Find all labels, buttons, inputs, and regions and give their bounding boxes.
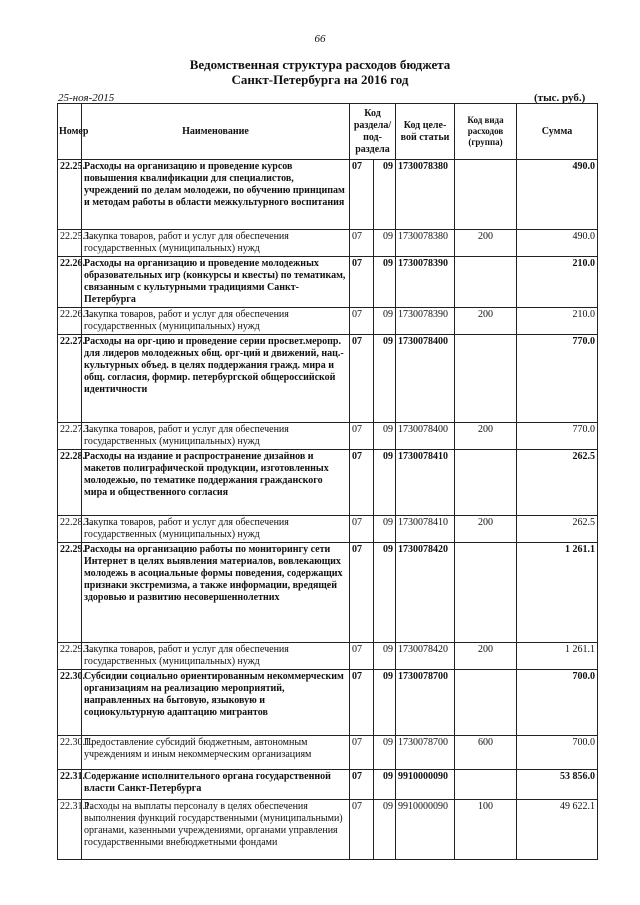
target-code: 1730078400 [396, 335, 455, 423]
document-date: 25-ноя-2015 [58, 92, 115, 104]
target-code: 1730078700 [396, 670, 455, 736]
row-sum: 262.5 [517, 516, 598, 543]
row-number: 22.27. [58, 335, 82, 423]
section-code: 07 [350, 160, 374, 230]
section-code: 07 [350, 736, 374, 770]
subsection-code: 09 [374, 516, 396, 543]
row-number: 22.25. [58, 160, 82, 230]
row-name: Расходы на организацию и проведение молодежных образовательных игр (конкурсы и квесты) по тематикам, связанным с культурными традициями Санкт-Петербурга [82, 257, 350, 308]
col-header-group: Код вида расходов (группа) [455, 104, 517, 160]
subsection-code: 09 [374, 736, 396, 770]
row-name: Предоставление субсидий бюджетным, автономным учреждениям и иным некоммерческим организациям [82, 736, 350, 770]
subsection-code: 09 [374, 230, 396, 257]
subsection-code: 09 [374, 643, 396, 670]
section-code: 07 [350, 423, 374, 450]
subsection-code: 09 [374, 670, 396, 736]
table-row [58, 543, 598, 643]
page-number: 66 [314, 33, 326, 45]
row-name: Закупка товаров, работ и услуг для обеспечения государственных (муниципальных) нужд [82, 230, 350, 257]
table-row [58, 800, 598, 860]
expense-group [455, 160, 517, 230]
row-name: Расходы на организацию работы по мониторингу сети Интернет в целях выявления материалов, вовлекающих молодежь в асоциальные формы поведения, содержащих признаки экстремизма, а также информации, вредящей здоровью и развитию несовершеннолетних [82, 543, 350, 643]
table-row [58, 230, 598, 257]
row-sum: 490.0 [517, 160, 598, 230]
section-code: 07 [350, 516, 374, 543]
row-sum: 700.0 [517, 670, 598, 736]
row-number: 22.30.1. [58, 736, 82, 770]
row-name: Расходы на издание и распространение дизайнов и макетов полиграфической продукции, изготовленных молодежью, по тематике поддержания гражданского мира и общественного согласия [82, 450, 350, 516]
title-line-2: Санкт-Петербурга на 2016 год [231, 72, 409, 87]
table-row [58, 423, 598, 450]
row-sum: 770.0 [517, 423, 598, 450]
document-title [0, 57, 640, 87]
row-sum: 1 261.1 [517, 543, 598, 643]
row-name: Расходы на выплаты персоналу в целях обеспечения выполнения функций государственными (муниципальными) органами, казенными учреждениями, органами управления государственными внебюджетными фондами [82, 800, 350, 860]
section-code: 07 [350, 230, 374, 257]
row-name: Закупка товаров, работ и услуг для обеспечения государственных (муниципальных) нужд [82, 423, 350, 450]
row-name: Закупка товаров, работ и услуг для обеспечения государственных (муниципальных) нужд [82, 643, 350, 670]
expense-group: 200 [455, 230, 517, 257]
col-header-name: Наименование [82, 104, 350, 160]
col-header-target: Код целе-вой статьи [396, 104, 455, 160]
subsection-code: 09 [374, 335, 396, 423]
row-sum: 210.0 [517, 257, 598, 308]
table-row [58, 736, 598, 770]
target-code: 1730078400 [396, 423, 455, 450]
row-number: 22.28. [58, 450, 82, 516]
table-header-row [58, 104, 598, 160]
target-code: 1730078380 [396, 230, 455, 257]
target-code: 1730078380 [396, 160, 455, 230]
row-name: Закупка товаров, работ и услуг для обеспечения государственных (муниципальных) нужд [82, 516, 350, 543]
row-number: 22.27.1. [58, 423, 82, 450]
col-header-number: Номер [58, 104, 82, 160]
expense-group [455, 335, 517, 423]
row-sum: 1 261.1 [517, 643, 598, 670]
budget-table [57, 103, 598, 860]
section-code: 07 [350, 800, 374, 860]
row-name: Расходы на организацию и проведение курсов повышения квалификации для специалистов, учреждений по делам молодежи, по обучению принципам и методам работы в области межкультурного воспитания [82, 160, 350, 230]
table-row [58, 160, 598, 230]
target-code: 1730078420 [396, 643, 455, 670]
row-name: Содержание исполнительного органа государственной власти Санкт-Петербурга [82, 770, 350, 800]
subsection-code: 09 [374, 800, 396, 860]
row-number: 22.26.1. [58, 308, 82, 335]
row-sum: 490.0 [517, 230, 598, 257]
target-code: 1730078390 [396, 257, 455, 308]
expense-group: 200 [455, 516, 517, 543]
expense-group: 600 [455, 736, 517, 770]
row-sum: 49 622.1 [517, 800, 598, 860]
expense-group [455, 670, 517, 736]
expense-group [455, 770, 517, 800]
expense-group [455, 543, 517, 643]
col-header-sum: Сумма [517, 104, 598, 160]
table-row [58, 308, 598, 335]
subsection-code: 09 [374, 543, 396, 643]
target-code: 1730078410 [396, 450, 455, 516]
table-row [58, 643, 598, 670]
subsection-code: 09 [374, 257, 396, 308]
units-label: (тыс. руб.) [534, 92, 586, 104]
subsection-code: 09 [374, 423, 396, 450]
section-code: 07 [350, 770, 374, 800]
row-number: 22.31.1. [58, 800, 82, 860]
target-code: 1730078410 [396, 516, 455, 543]
section-code: 07 [350, 643, 374, 670]
row-number: 22.28.1. [58, 516, 82, 543]
col-header-section: Код раздела/ под-раздела [350, 104, 396, 160]
section-code: 07 [350, 450, 374, 516]
table-row [58, 770, 598, 800]
expense-group [455, 257, 517, 308]
table-row [58, 516, 598, 543]
row-name: Субсидии социально ориентированным некоммерческим организациям на реализацию мероприятий, направленных на бытовую, языковую и социокультурную адаптацию мигрантов [82, 670, 350, 736]
row-sum: 262.5 [517, 450, 598, 516]
subsection-code: 09 [374, 308, 396, 335]
expense-group [455, 450, 517, 516]
row-name: Расходы на орг-цию и проведение серии просвет.меропр. для лидеров молодежных общ. орг-ций и движений, нац.-культурных объед. в целях поддержания гражд. мира и общ. согласия, формир. петербургской общероссийской идентичности [82, 335, 350, 423]
expense-group: 100 [455, 800, 517, 860]
row-number: 22.31. [58, 770, 82, 800]
expense-group: 200 [455, 643, 517, 670]
row-number: 22.30. [58, 670, 82, 736]
target-code: 1730078700 [396, 736, 455, 770]
row-sum: 770.0 [517, 335, 598, 423]
row-sum: 53 856.0 [517, 770, 598, 800]
table-body [58, 160, 598, 860]
row-sum: 700.0 [517, 736, 598, 770]
section-code: 07 [350, 670, 374, 736]
subsection-code: 09 [374, 770, 396, 800]
target-code: 9910000090 [396, 770, 455, 800]
table-row [58, 450, 598, 516]
row-number: 22.29. [58, 543, 82, 643]
row-name: Закупка товаров, работ и услуг для обеспечения государственных (муниципальных) нужд [82, 308, 350, 335]
target-code: 1730078390 [396, 308, 455, 335]
expense-group: 200 [455, 423, 517, 450]
row-number: 22.26. [58, 257, 82, 308]
row-sum: 210.0 [517, 308, 598, 335]
subsection-code: 09 [374, 450, 396, 516]
section-code: 07 [350, 308, 374, 335]
target-code: 9910000090 [396, 800, 455, 860]
subsection-code: 09 [374, 160, 396, 230]
title-line-1: Ведомственная структура расходов бюджета [189, 57, 451, 72]
table-row [58, 335, 598, 423]
target-code: 1730078420 [396, 543, 455, 643]
table-row [58, 670, 598, 736]
row-number: 22.29.1. [58, 643, 82, 670]
section-code: 07 [350, 257, 374, 308]
expense-group: 200 [455, 308, 517, 335]
section-code: 07 [350, 335, 374, 423]
row-number: 22.25.1. [58, 230, 82, 257]
section-code: 07 [350, 543, 374, 643]
table-row [58, 257, 598, 308]
